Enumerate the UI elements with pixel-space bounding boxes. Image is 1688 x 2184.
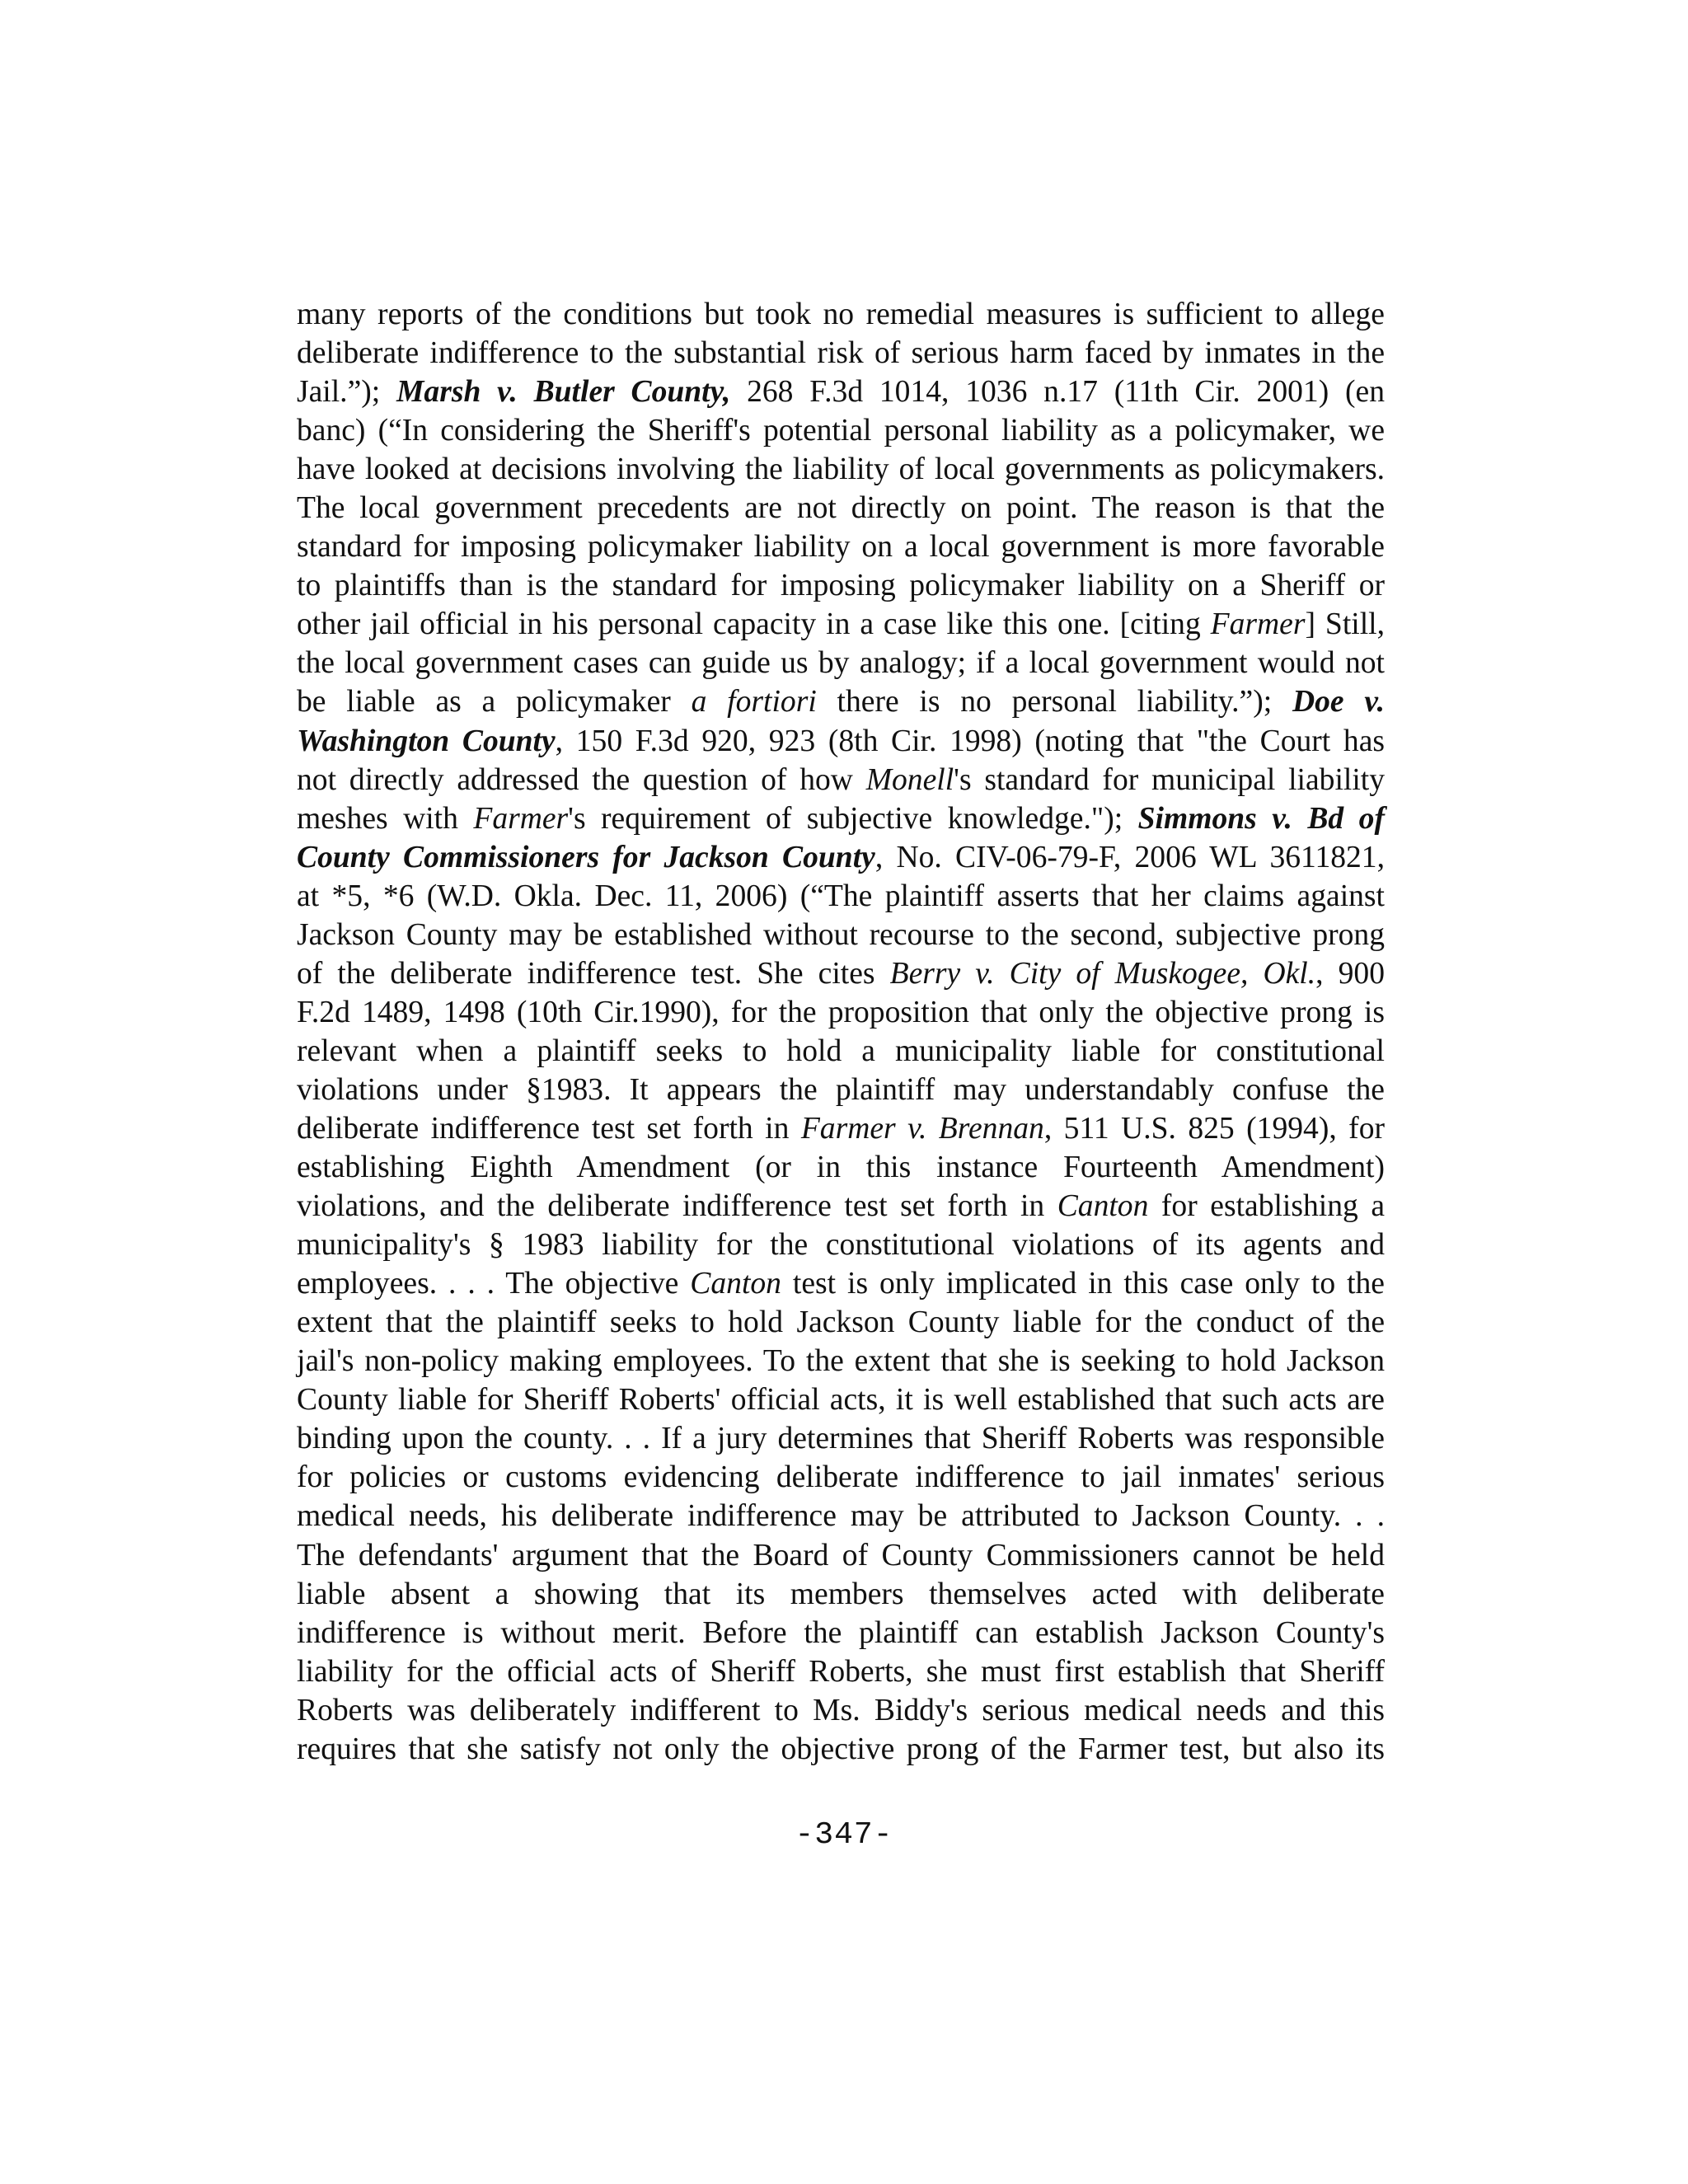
text-line [297,1458,1385,1497]
case-citation: Doe v. [1292,685,1385,719]
text-segment: F.2d 1489, 1498 (10th Cir.1990), for the proposition that only the objective prong is [297,995,1385,1029]
text-segment: extent that the plaintiff seeks to hold Jackson County liable for the conduct of the [297,1305,1385,1340]
text-line [297,1032,1385,1071]
text-segment: be liable as a policymaker [297,685,692,719]
text-segment: liability for the official acts of Sheriff Roberts, she must first establish that Sheriff [297,1654,1385,1689]
text-line [297,1226,1385,1264]
text-line [297,1691,1385,1730]
text-segment: The defendants' argument that the Board of County Commissioners cannot be held [297,1538,1385,1572]
text-line [297,373,1385,411]
text-segment: employees. . . . The objective [297,1267,691,1301]
text-segment: establishing Eighth Amendment (or in this instance Fourteenth Amendment) [297,1151,1385,1185]
case-citation: County Commissioners for Jackson County [297,840,875,874]
italic-reference: Monell [865,762,954,797]
text-segment: meshes with [297,801,474,836]
text-line [297,1148,1385,1187]
text-segment: violations under §1983. It appears the plaintiff may understandably confuse the [297,1072,1385,1107]
text-segment: The local government precedents are not directly on point. The reason is that the [297,491,1385,526]
page-number: -347- [795,1817,893,1853]
text-line [297,1109,1385,1148]
text-line [297,1187,1385,1226]
text-segment: to plaintiffs than is the standard for imposing policymaker liability on a Sheriff or [297,569,1385,603]
italic-reference: Farmer [473,801,569,836]
text-segment: jail's non-policy making employees. To the extent that she is seeking to hold Jackson [297,1344,1385,1379]
text-segment: , 150 F.3d 920, 923 (8th Cir. 1998) (noting that "the Court has [555,724,1385,758]
text-line [297,993,1385,1032]
text-segment: Roberts was deliberately indifferent to Ms. Biddy's serious medical needs and this [297,1693,1385,1727]
text-line [297,527,1385,566]
text-line [297,411,1385,450]
text-segment: 268 F.3d 1014, 1036 n.17 (11th Cir. 2001) (en [730,375,1385,410]
text-segment: standard for imposing policymaker liability on a local government is more favorable [297,530,1385,565]
text-line [297,605,1385,644]
text-line [297,1575,1385,1614]
text-segment: the local government cases can guide us by analogy; if a local government would not [297,646,1385,681]
case-citation: Marsh v. Butler County, [396,375,731,410]
text-segment: indifference is without merit. Before the plaintiff can establish Jackson County's [297,1615,1385,1650]
text-segment: 's requirement of subjective knowledge."); [568,801,1138,836]
text-line [297,450,1385,489]
text-segment: violations, and the deliberate indifference test set forth in [297,1189,1057,1224]
italic-reference: Canton [690,1267,781,1301]
text-line [297,916,1385,954]
text-line [297,1497,1385,1535]
text-segment: many reports of the conditions but took no remedial measures is sufficient to allege [297,298,1385,331]
text-line [297,1264,1385,1303]
text-segment: there is no personal liability.”); [816,685,1292,719]
text-line [297,1730,1385,1769]
case-citation: Simmons v. Bd of [1137,801,1385,836]
text-line [297,682,1385,721]
italic-reference: Canton [1057,1189,1149,1224]
text-line [297,838,1385,877]
text-segment: relevant when a plaintiff seeks to hold a municipality liable for constitutional [297,1033,1385,1068]
text-line [297,1419,1385,1458]
text-line [297,644,1385,682]
text-segment: 's standard for municipal liability [954,762,1385,797]
text-segment: municipality's § 1983 liability for the constitutional violations of its agents and [297,1228,1385,1263]
text-line [297,295,1385,334]
text-line [297,489,1385,527]
body-paragraph [297,295,1385,1769]
text-segment: at *5, *6 (W.D. Okla. Dec. 11, 2006) (“The plaintiff asserts that her claims against [297,879,1385,913]
text-segment: liable absent a showing that its members themselves acted with deliberate [297,1577,1385,1611]
text-line [297,1614,1385,1652]
text-segment: binding upon the county. . . If a jury determines that Sheriff Roberts was responsible [297,1422,1385,1456]
text-segment: , 900 [1315,956,1385,991]
text-segment: for policies or customs evidencing deliberate indifference to jail inmates' serious [297,1460,1385,1495]
text-segment: have looked at decisions involving the liability of local governments as policymakers. [297,452,1385,487]
text-line [297,1536,1385,1575]
text-line [297,1380,1385,1419]
text-line [297,1652,1385,1691]
text-segment: for establishing a [1148,1189,1385,1224]
text-line [297,1342,1385,1380]
text-segment: Jail.”); [297,375,396,410]
text-segment: requires that she satisfy not only the objective prong of the Farmer test, but also its [297,1732,1385,1766]
text-segment: County liable for Sheriff Roberts' official acts, it is well established that such acts are [297,1383,1385,1418]
text-segment: , 511 U.S. 825 (1994), for [1043,1111,1385,1146]
case-citation: Washington County [297,724,556,758]
text-segment: deliberate indifference to the substantial risk of serious harm faced by inmates in the [297,336,1385,371]
text-segment: banc) (“In considering the Sheriff's potential personal liability as a policymaker, we [297,414,1385,448]
text-line [297,1071,1385,1109]
italic-reference: Berry v. City of Muskogee, Okl. [889,956,1316,991]
text-segment: medical needs, his deliberate indifference may be attributed to Jackson County. . . [297,1499,1385,1534]
text-segment: of the deliberate indifference test. She cites [297,956,890,991]
text-line [297,566,1385,605]
text-line [297,1303,1385,1342]
text-segment: test is only implicated in this case only to the [781,1267,1385,1301]
text-line [297,877,1385,916]
text-segment: other jail official in his personal capacity in a case like this one. [citing [297,607,1211,642]
italic-reference: Farmer [1210,607,1306,642]
text-line [297,954,1385,993]
text-segment: not directly addressed the question of how [297,762,866,797]
text-line [297,334,1385,373]
text-segment: deliberate indifference test set forth in [297,1111,801,1146]
text-line [297,761,1385,799]
text-segment: ] Still, [1305,607,1385,642]
text-segment: , No. CIV-06-79-F, 2006 WL 3611821, [874,840,1385,874]
text-line [297,722,1385,761]
text-segment: Jackson County may be established without recourse to the second, subjective prong [297,917,1385,952]
text-line [297,799,1385,838]
italic-reference: a fortiori [691,685,817,719]
italic-reference: Farmer v. Brennan [800,1111,1044,1146]
